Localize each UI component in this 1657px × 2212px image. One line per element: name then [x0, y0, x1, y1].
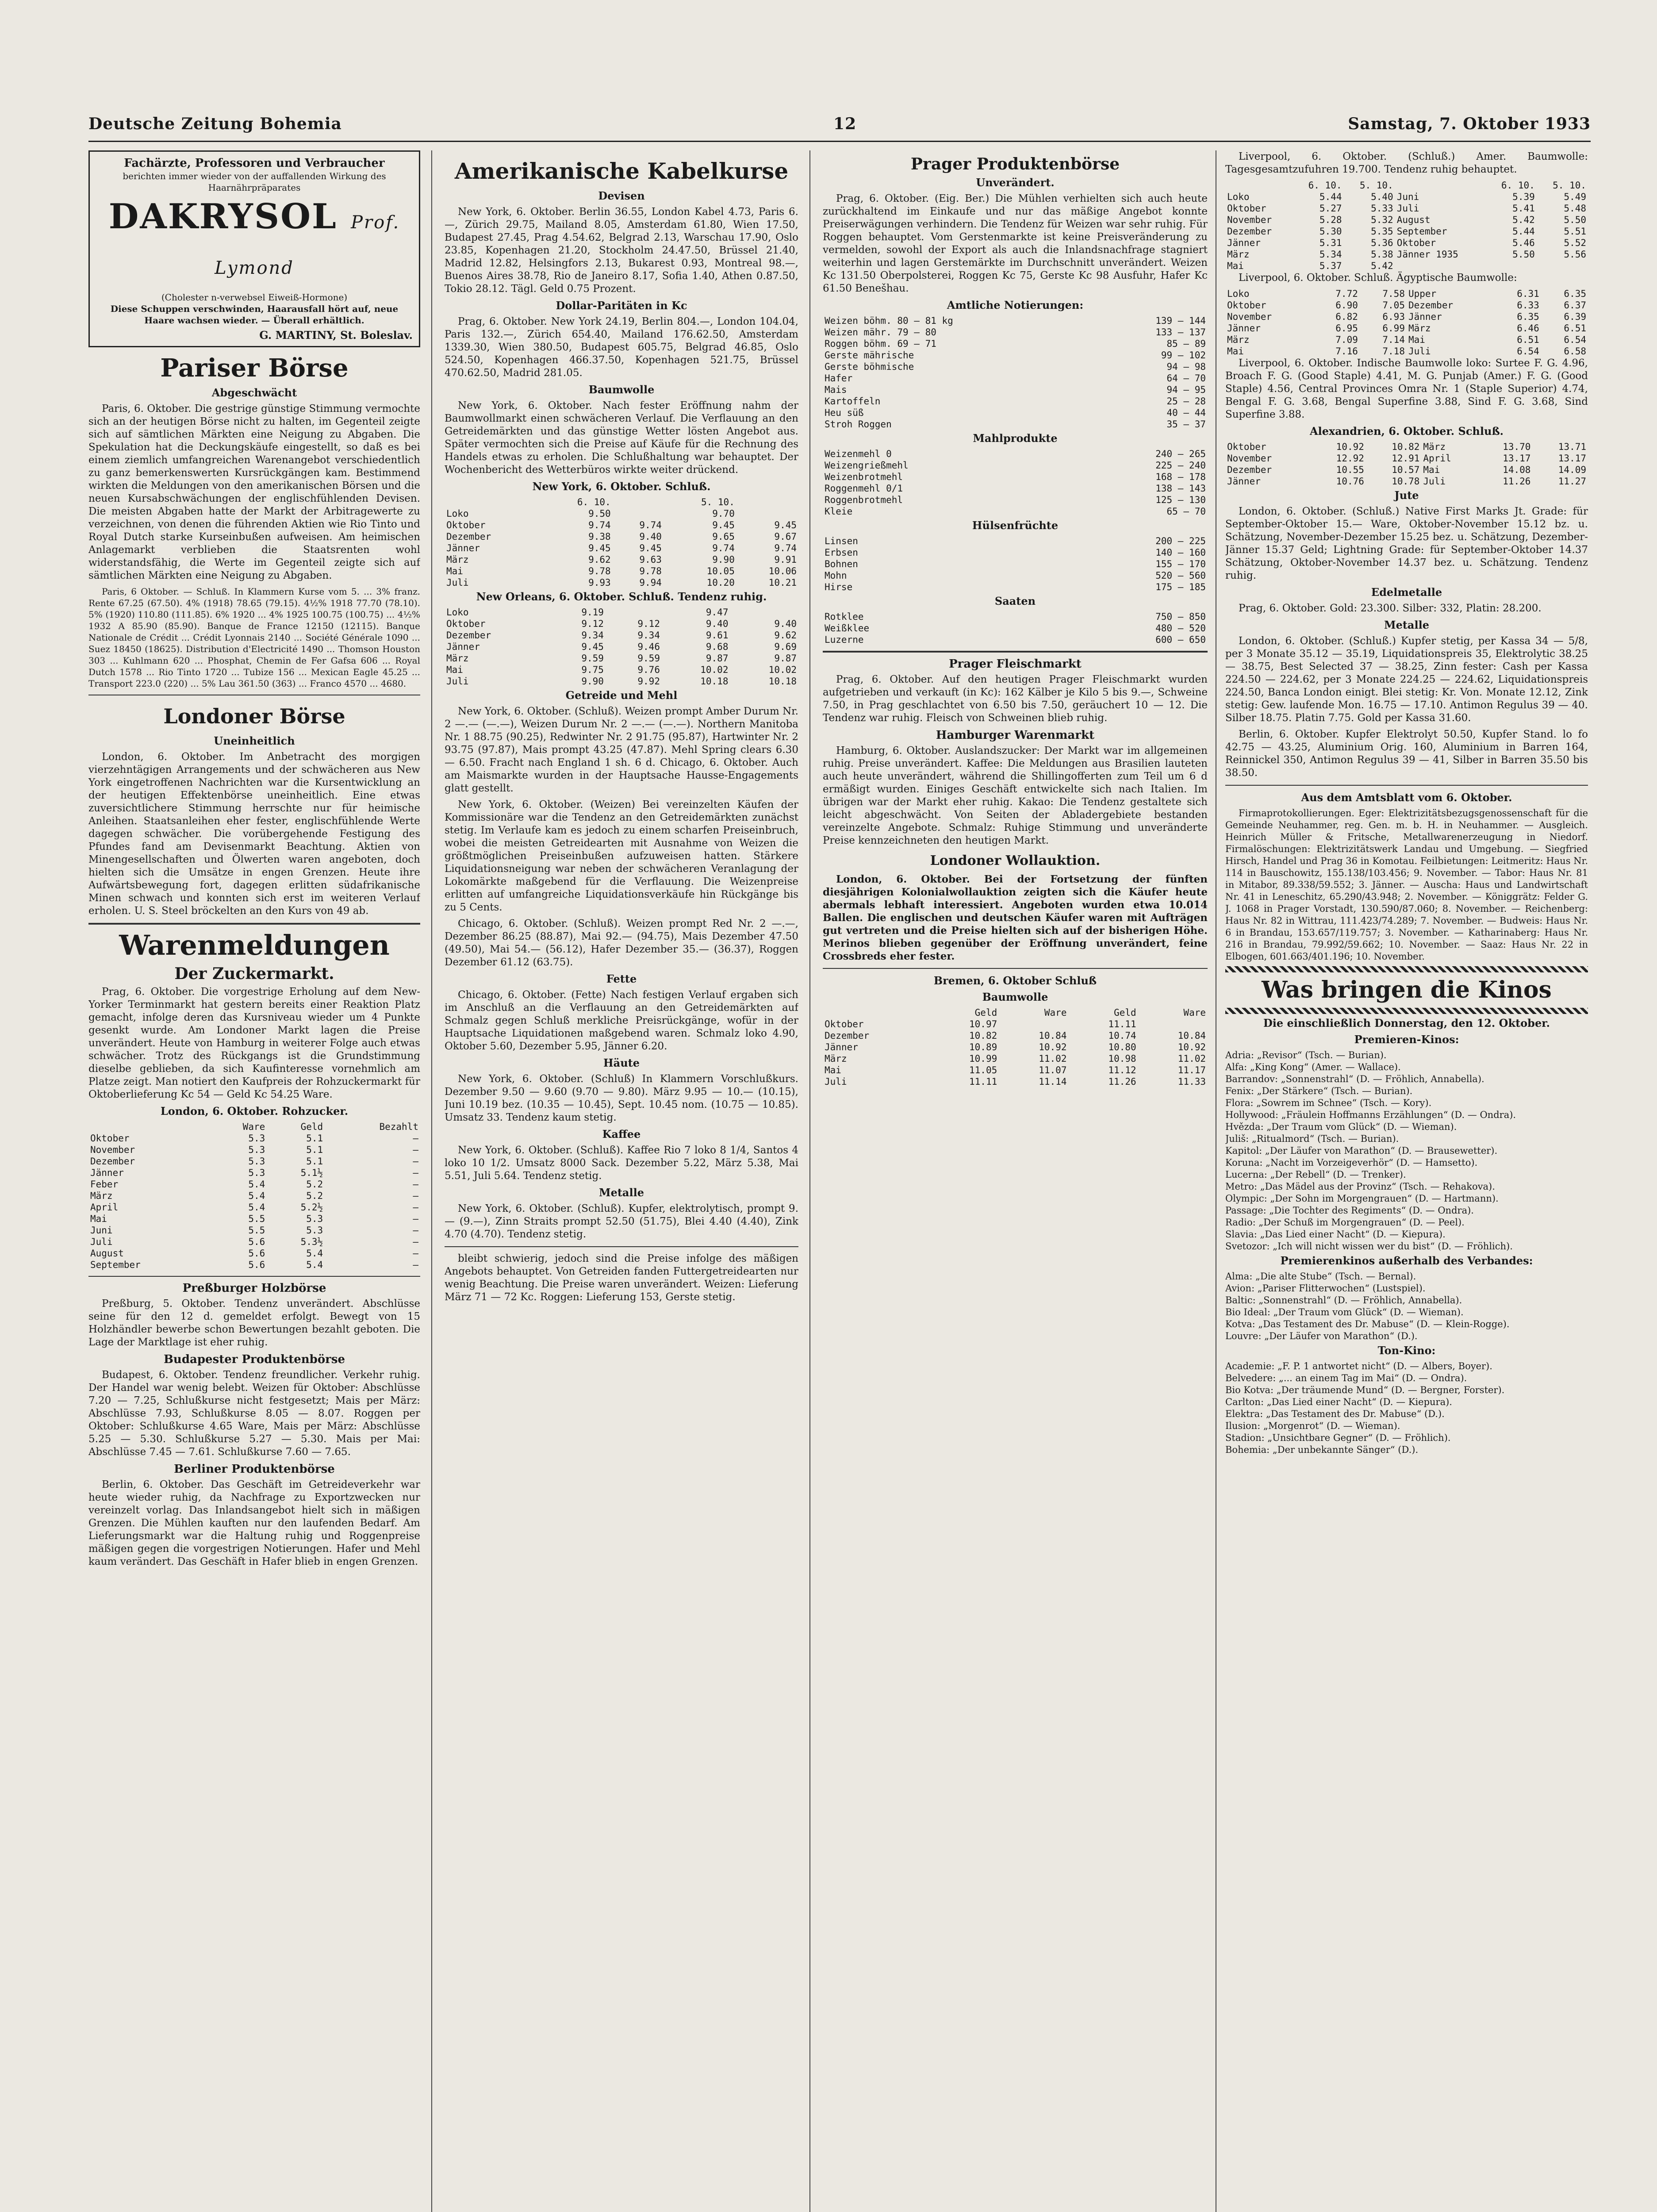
- divider: [88, 1276, 420, 1277]
- kino-list: [1225, 1049, 1588, 1252]
- dakrysol-ad: [88, 150, 420, 347]
- paris-subheading: Abgeschwächt: [211, 386, 297, 399]
- metalle-heading: Metalle: [1384, 618, 1429, 631]
- table-row: Weizenmehl 0 240 — 265: [825, 449, 1206, 459]
- table-row: Dezember 10.55 10.57 Mai 14.08 14.09: [1227, 465, 1586, 475]
- divider: [823, 651, 1208, 653]
- table-header: 6. 10. 5. 10.: [577, 497, 735, 507]
- edel-text: Prag, 6. Oktober. Gold: 23.300. Silber: 332, Platin: 28.200.: [1239, 603, 1542, 614]
- table-row: Weizen mähr. 79 — 80 133 — 137: [825, 327, 1206, 338]
- fleisch-text: Prag, 6. Oktober. Auf den heutigen Prager Fleischmarkt wurden aufgetrieben und verkauft (in Kc): 162 Kälber je Kilo 5 bis 9.—, Schweine 7.50, in Prag geschlachtet von 6.50 bis 7.50, geräuchert 10 — 12. Die Tendenz war ruhig. Fleisch von Schweinen blieb ruhig.: [823, 674, 1208, 724]
- hamburg-heading: Hamburger Warenmarkt: [936, 729, 1095, 742]
- pressburg-text: Preßburg, 5. Oktober. Tendenz unverändert. Abschlüsse seine für den 12 d. gemeldet erfolgt. Bewegt von 15 Holzhändler bewerbe schon Bewertungen bezahlt geboten. Die Lage der Marktlage ist eher ruhig.: [88, 1298, 420, 1348]
- table-row: Luzerne 600 — 650: [825, 634, 1206, 645]
- chicago-text: Chicago, 6. Oktober. (Schluß). Weizen prompt Red Nr. 2 —.—, Dezember 86.25 (88.87), Mai 92.— (94.75), Mais Dezember 47.50 (49.50), Mai 54.— (56.12), Hafer Dezember 35.— (36.37), Roggen Dezember 61.12 (63.75).: [445, 918, 798, 968]
- table-row: Hirse 175 — 185: [825, 582, 1206, 592]
- devisen-heading: Devisen: [598, 189, 645, 202]
- wolle-heading: Londoner Wollauktion.: [930, 853, 1101, 868]
- table-row: März 5.34 5.38 Jänner 1935 5.50 5.56: [1227, 249, 1586, 260]
- fette-text: Chicago, 6. Oktober. (Fette) Nach festigen Verlauf ergaben sich im Anschluß an die Verflauung an den Getreidemärkten auf Schmalz gegen Schluß merkliche Preisrückgänge, wofür in der Hauptsache Liquidationen maßgebend waren. Schmalz loko 4.90, Oktober 5.60, Dezember 5.95, Jänner 6.20.: [445, 989, 798, 1052]
- kabelkurse-heading: Amerikanische Kabelkurse: [454, 158, 789, 184]
- table-row: Oktober 10.97 11.11: [825, 1019, 1136, 1029]
- amtsblatt-heading: Aus dem Amtsblatt vom 6. Oktober.: [1301, 791, 1512, 804]
- notierungen-heading: Amtliche Notierungen:: [947, 299, 1084, 311]
- table-row: Juli 9.93 9.94 10.20 10.21: [446, 577, 797, 588]
- table-row: Dezember 9.34 9.34 9.61 9.62: [446, 630, 797, 641]
- wolle-text: London, 6. Oktober. Bei der Fortsetzung der fünften diesjährigen Kolonialwollauktion zeigten sich die Käufer heute abermals lebhaft interessiert. Angeboten wurden etwa 10.014 Ballen. Die englischen und deutschen Käufer waren mit Aufträgen gut vertreten und die Preise hielten sich auf der bisherigen Höhe. Merinos blieben gegenüber der Eröffnung unverändert, feine Crossbreds eher fester.: [823, 873, 1208, 962]
- table-row: März 10.99 11.02 10.98 11.02: [825, 1053, 1206, 1064]
- table-row: Jänner 5.3 5.1½ —: [90, 1167, 418, 1178]
- liverpool2-table: [1225, 288, 1588, 357]
- ad-note: Diese Schuppen verschwinden, Haarausfall hört auf, neue Haare wachsen wieder. — Überall erhältlich.: [110, 303, 399, 326]
- list-item: Svetozor: „Ich will nicht wissen wer du bist“ (D. — Fröhlich).: [1225, 1241, 1513, 1252]
- masthead-title: Deutsche Zeitung Bohemia: [88, 115, 342, 133]
- table-row: Heu süß 40 — 44: [825, 407, 1206, 418]
- list-item: Slavia: „Das Lied einer Nacht“ (D. — Kiepura).: [1225, 1229, 1446, 1240]
- devisen-text: New York, 6. Oktober. Berlin 36.55, London Kabel 4.73, Paris 6.—, Zürich 29.75, Mailand 8.05, Amsterdam 61.80, Wien 17.50, Budapest 27.45, Prag 4.54.62, Belgrad 2.13, Warschau 17.90, Oslo 23.85, Kopenhagen 21.20, Stockholm 24.47.50, Brüssel 21.40, Madrid 12.82, Helsingfors 2.13, Bukarest 0.93, Montreal 98.—, Buenos Aires 38.78, Rio de Janeiro 8.17, Sofia 1.40, Athen 0.87.50, Tokio 28.12. Tägl. Geld 0.75 Prozent.: [445, 206, 798, 295]
- table-row: Juli 5.6 5.3½ —: [90, 1237, 418, 1247]
- list-item: Stadion: „Unsichtbare Gegner“ (D. — Fröhlich).: [1225, 1432, 1451, 1443]
- table-row: November 6.82 6.93 Jänner 6.35 6.39: [1227, 311, 1586, 322]
- table-header: Geld Ware Geld Ware: [974, 1007, 1206, 1018]
- alexandrien-table: [1225, 441, 1588, 487]
- table-row: Jänner 9.45 9.46 9.68 9.69: [446, 641, 797, 652]
- table-row: Weizen böhm. 80 — 81 kg 139 — 144: [825, 315, 1206, 326]
- baumwolle-heading: Baumwolle: [588, 383, 655, 396]
- table-row: Bohnen 155 — 170: [825, 559, 1206, 569]
- list-item: Adria: „Revisor“ (Tsch. — Burian).: [1225, 1050, 1387, 1060]
- kaffee-text: New York, 6. Oktober. (Schluß). Kaffee Rio 7 loko 8 1/4, Santos 4 loko 10 1/2. Umsatz 8000 Sack. Dezember 5.22, März 5.38, Mai 5.51, Juli 5.64. Tendenz stetig.: [445, 1144, 798, 1182]
- table-row: Oktober 5.27 5.33 Juli 5.41 5.48: [1227, 203, 1586, 214]
- tonkino-list: [1225, 1360, 1588, 1456]
- huelsen-heading: Hülsenfrüchte: [972, 519, 1059, 532]
- edel-heading: Edelmetalle: [1371, 586, 1442, 599]
- table-row: Erbsen 140 — 160: [825, 547, 1206, 558]
- mahl-table: [823, 448, 1208, 517]
- list-item: Carlton: „Das Lied einer Nacht“ (D. — Kiepura).: [1225, 1397, 1452, 1407]
- list-item: Koruna: „Nacht im Vorzeigeverhör“ (D. — Hamsetto).: [1225, 1157, 1478, 1168]
- kino-list-2: [1225, 1271, 1588, 1342]
- bremen-heading: Bremen, 6. Oktober Schluß: [933, 974, 1097, 987]
- page-number: 12: [833, 115, 857, 133]
- table-row: Weizenbrotmehl 168 — 178: [825, 472, 1206, 482]
- table-row: Linsen 200 — 225: [825, 536, 1206, 546]
- getreide-heading: Getreide und Mehl: [565, 689, 678, 702]
- zucker-table-title: London, 6. Oktober. Rohzucker.: [160, 1105, 349, 1118]
- masthead: [88, 111, 1591, 137]
- huelsen-table: [823, 535, 1208, 593]
- table-row: Roggenmehl 0/1 138 — 143: [825, 483, 1206, 494]
- table-row: Weizengrießmehl 225 — 240: [825, 460, 1206, 471]
- table-row: November 12.92 12.91 April 13.17 13.17: [1227, 453, 1586, 464]
- table-row: November 5.28 5.32 August 5.42 5.50: [1227, 215, 1586, 225]
- list-item: Kotva: „Das Testament des Dr. Mabuse“ (D. — Klein-Rogge).: [1225, 1319, 1510, 1329]
- table-row: Feber 5.4 5.2 —: [90, 1179, 418, 1190]
- masthead-date: Samstag, 7. Oktober 1933: [1348, 115, 1591, 133]
- ad-brand: DAKRYSOL Prof. Lymond: [108, 196, 400, 278]
- table-row: Oktober 10.92 10.82 März 13.70 13.71: [1227, 442, 1586, 452]
- column-4: [1225, 150, 1588, 2212]
- table-row: Mai 9.78 9.78 10.05 10.06: [446, 566, 797, 576]
- berlin-metal-text: Berlin, 6. Oktober. Kupfer Elektrolyt 50.50, Kupfer Stand. lo fo 42.75 — 43.25, Aluminium Orig. 160, Aluminium in Barren 164, Reinnickel 350, Antimon Regulus 39 — 41, Silber in Barren 35.50 bis 38.50.: [1225, 729, 1588, 779]
- table-row: März 9.62 9.63 9.90 9.91: [446, 554, 797, 565]
- table-row: Jänner 10.89 10.92 10.80 10.92: [825, 1042, 1206, 1052]
- list-item: Ilusion: „Morgenrot“ (D. — Wieman).: [1225, 1421, 1400, 1431]
- haeute-heading: Häute: [603, 1056, 640, 1069]
- baumwolle-table: [445, 496, 798, 588]
- table-row: März 9.59 9.59 9.87 9.87: [446, 653, 797, 664]
- dollar-text: Prag, 6. Oktober. New York 24.19, Berlin 804.—, London 104.04, Paris 132.—, Zürich 654.40, Mailand 176.62.50, Amsterdam 1339.30, Wien 380.50, Budapest 605.75, Belgrad 46.85, Oslo 524.50, Kopenhagen 466.37.50, Kopenhagen 521.75, Brüssel 470.62.50, Madrid 281.05.: [445, 316, 798, 379]
- list-item: Bohemia: „Der unbekannte Sänger“ (D.).: [1225, 1444, 1419, 1455]
- prag-text: Prag, 6. Oktober. (Eig. Ber.) Die Mühlen verhielten sich auch heute zurückhaltend im Einkaufe und nur das mäßige Angebot konnte Preiserwägungen verhindern. Die Tendenz für Weizen war sehr ruhig. Für Roggen behauptet. Vom Gerstenmarkte ist keine Preisveränderung zu vermelden, sowohl der Export als auch die Inlandsnachfrage stagniert weiterhin und lagen Gerstemärkte im Durchschnitt unverändert. Weizen Kc 131.50 Oberpolsterei, Roggen Kc 75, Gerste Kc 98 Ausfuhr, Hafer Kc 61.50 Benešhau.: [823, 193, 1208, 294]
- column-2: [445, 150, 798, 2212]
- ad-lead: Fachärzte, Professoren und Verbraucher: [124, 157, 385, 170]
- ad-description: (Cholester n-verwebsel Eiweiß-Hormone): [161, 292, 348, 303]
- bremen-subheading: Baumwolle: [982, 991, 1048, 1003]
- fette-heading: Fette: [606, 972, 637, 985]
- table-row: März 7.09 7.14 Mai 6.51 6.54: [1227, 334, 1586, 345]
- bottom-text: bleibt schwierig, jedoch sind die Preise infolge des mäßigen Angebots behauptet. Von Getreiden fanden Futtergetreidearten nur wenig Beachtung. Die Preise waren unverändert. Weizen: Lieferung März 71 — 72 Kc. Roggen: Lieferung 153, Gerste stetig.: [445, 1253, 798, 1303]
- pressburg-heading: Preßburger Holzbörse: [182, 1282, 326, 1295]
- table-row: Juli 9.90 9.92 10.18 10.18: [446, 676, 797, 687]
- bremen-table: [823, 1007, 1208, 1087]
- list-item: Hvězda: „Der Traum vom Glück“ (D. — Wieman).: [1225, 1121, 1457, 1132]
- table-row: September 5.6 5.4 —: [90, 1260, 418, 1270]
- table-row: Loko 5.44 5.40 Juni 5.39 5.49: [1227, 192, 1586, 202]
- list-item: Lucerna: „Der Rebell“ (D. — Trenker).: [1225, 1169, 1406, 1180]
- list-item: Hollywood: „Fräulein Hoffmanns Erzählungen“ (D. — Ondra).: [1225, 1110, 1516, 1120]
- table-row: Mai 9.75 9.76 10.02 10.02: [446, 664, 797, 675]
- ad-address: G. MARTINY, St. Boleslav.: [259, 329, 413, 342]
- table-row: Kartoffeln 25 — 28: [825, 396, 1206, 407]
- list-item: Belvedere: „... an einem Tag im Mai“ (D. — Ondra).: [1225, 1373, 1467, 1383]
- london-text: London, 6. Oktober. Im Anbetracht des morgigen vierzehntägigen Arrangements und der schwächeren aus New York eingetroffenen Nachrichten war die Kursentwicklung an der heutigen Effektenbörse uneinheitlich. Eine etwas zuversichtlichere Stimmung herrschte nur für heimische Anleihen. Staatsanleihen eher fester, englischfühlende Werte dagegen schwächer. Die vorübergehende Festigung des Pfundes fand am Devisenmarkt Beachtung. Aktien von Minengesellschaften und Ölwerten waren angeboten, doch hielten sich die Umsätze in engen Grenzen. Heute ihre Aufwärtsbewegung fort, dagegen erlitten südafrikanische Minen schwach und konnten sich erst im weiteren Verlauf erholen. U. S. Steel bröckelten an den Kurs von 49 ab.: [88, 751, 420, 917]
- column-3: [823, 150, 1208, 2212]
- list-item: Fenix: „Der Stärkere“ (Tsch. — Burian).: [1225, 1086, 1413, 1096]
- table-row: Rotklee 750 — 850: [825, 611, 1206, 622]
- kino-border: [1225, 1008, 1588, 1014]
- list-item: Bio Kotva: „Der träumende Mund“ (D. — Bergner, Forster).: [1225, 1385, 1505, 1395]
- zucker-text: Prag, 6. Oktober. Die vorgestrige Erholung auf dem New-Yorker Terminmarkt hat gestern bereits einer Reaktion Platz gemacht, infolge deren das Kursniveau wieder um 4 Punkte gesenkt wurde. Am Londoner Markt lagen die Preise unverändert. Heute von Hamburg in weiterer Folge auch etwas schwächer. Trotz des Rückgangs ist die Grundstimmung dieselbe geblieben, da sich Kaufinteresse vornehmlich am Platze zeigt. Man notiert den Kaufpreis der Rohzuckermarkt für Oktoberlieferung Kc 54 — Geld Kc 54.25 Ware.: [88, 986, 420, 1100]
- list-item: Metro: „Das Mädel aus der Provinz“ (Tsch. — Rehakova).: [1225, 1181, 1495, 1192]
- mahl-heading: Mahlprodukte: [973, 432, 1058, 445]
- table-row: Kleie 65 — 70: [825, 506, 1206, 517]
- table-row: Roggen böhm. 69 — 71 85 — 89: [825, 338, 1206, 349]
- metalle-text: New York, 6. Oktober. (Schluß). Kupfer, elektrolytisch, prompt 9.— (9.—), Zinn Straits prompt 52.50 (51.75), Blei 4.40 (4.40), Zink 4.70 (4.70). Tendenz stetig.: [445, 1203, 798, 1240]
- table-row: Loko 9.50 9.70: [446, 508, 735, 519]
- table-row: Gerste mährische 99 — 102: [825, 350, 1206, 361]
- fleisch-heading: Prager Fleischmarkt: [949, 657, 1082, 671]
- list-item: Barrandov: „Sonnenstrahl“ (D. — Fröhlich, Annabella).: [1225, 1074, 1484, 1084]
- table-row: Stroh Roggen 35 — 37: [825, 419, 1206, 430]
- budapest-heading: Budapester Produktenbörse: [163, 1353, 345, 1366]
- paris-text: Paris, 6. Oktober. Die gestrige günstige Stimmung vermochte sich an der heutigen Börse nicht zu halten, im Gegenteil zeigte sich auf sämtlichen Märkten eine Neigung zu Abgaben. Die Spekulation hat die Deckungskäufe eingestellt, so daß es bei einem ziemlich umfangreichen Warenangebot verschiedentlich zu ganz bemerkenswerten Kursrückgängen kam. Bestimmend wirkten die Meldungen von den amerikanischen Börsen und die neuen Kursabschwächungen der englischfühlenden Devisen. Die meisten Abgaben hatte der Markt der Arbitragewerte zu verzeichnen, von denen die führenden Aktien wie Rio Tinto und Royal Dutch starke Kurseinbußen aufweisen. Am heimischen Anlagemarkt verblieben die Staatsrenten wohl widerstandsfähig, die Werte im Gegenteil zeigte sich auf sämtlichen Märkten eine Neigung zu Abgaben.: [88, 403, 420, 581]
- kino-heading: Was bringen die Kinos: [1262, 976, 1552, 1003]
- table-row: Oktober 9.74 9.74 9.45 9.45: [446, 520, 797, 530]
- table-row: März 5.4 5.2 —: [90, 1190, 418, 1201]
- list-item: Academie: „F. P. 1 antwortet nicht“ (D. — Albers, Boyer).: [1225, 1361, 1492, 1371]
- haeute-text: New York, 6. Oktober. (Schluß) In Klammern Vorschlußkurs. Dezember 9.50 — 9.60 (9.70 — 9.80). März 9.95 — 10.— (10.15), Juni 10.19 bez. (10.35 — 10.45), Sept. 10.45 nom. (10.75 — 10.85). Umsatz 33. Tendenz kaum stetig.: [445, 1073, 798, 1123]
- london-heading: Londoner Börse: [163, 704, 345, 728]
- table-row: Weißklee 480 — 520: [825, 623, 1206, 634]
- divider: [88, 923, 420, 925]
- list-item: Baltic: „Sonnenstrahl“ (D. — Fröhlich, Annabella).: [1225, 1295, 1462, 1306]
- weitere-kinos-heading: Premierenkinos außerhalb des Verbandes:: [1280, 1254, 1533, 1267]
- table-row: Jänner 5.31 5.36 Oktober 5.46 5.52: [1227, 238, 1586, 248]
- list-item: Radio: „Der Schuß im Morgengrauen“ (D. — Peel).: [1225, 1217, 1465, 1228]
- list-item: Flora: „Sowrem im Schnee“ (Tsch. — Kory).: [1225, 1098, 1432, 1108]
- list-item: Louvre: „Der Läufer von Marathon“ (D.).: [1225, 1331, 1418, 1341]
- orleans-table: [445, 607, 798, 687]
- alexandrien-heading: Alexandrien, 6. Oktober. Schluß.: [1309, 425, 1504, 438]
- hamburg-text: Hamburg, 6. Oktober. Auslandszucker: Der Markt war im allgemeinen ruhig. Preise unverändert. Kaffee: Die Meldungen aus Brasilien lauteten auch heute unverändert, während die Shillingofferten zum Teil um 6 d ermäßigt wurden. Einiges Geschäft entwickelte sich nach Italien. Im übrigen war der Markt eher ruhig. Kakao: Die Tendenz gestaltete sich leicht abgeschwächt. Von Seiten der Abladergebiete bestanden vereinzelte Angebote. Schmalz: Ruhige Stimmung und unveränderte Preise kennzeichneten den heutigen Markt.: [823, 745, 1208, 846]
- table-row: Loko 7.72 7.58 Upper 6.31 6.35: [1227, 288, 1586, 299]
- kaffee-heading: Kaffee: [602, 1128, 641, 1141]
- metalle-text: London, 6. Oktober. (Schluß.) Kupfer stetig, per Kassa 34 — 5/8, per 3 Monate 35.12 — 35.19, Liquidationspreis 35, Elektrolytic 38.25 — 38.75, Best Selected 37 — 38.25, Zinn fester: Cash per Kassa 224.50 — 224.62, per 3 Monate 224.25 — 224.62, Liquidationspreis 224.50, Banca London einigt. Blei stetig: Kr. Von. Monate 12.12, Zink stetig: Gew. laufende Mon. 16.75 — 17.10. Antimon Regulus 39 — 40. Silber 18.75. Platin 7.75. Gold per Kassa 31.60.: [1225, 635, 1588, 724]
- list-item: Avion: „Pariser Flitterwochen“ (Lustspiel).: [1225, 1283, 1426, 1294]
- prag-subheading: Unverändert.: [976, 176, 1055, 189]
- ad-lead-2: berichten immer wieder von der auffallenden Wirkung des Haarnährpräparates: [123, 171, 386, 193]
- divider: [823, 968, 1208, 969]
- list-item: Olympic: „Der Sohn im Morgengrauen“ (D. — Hartmann).: [1225, 1193, 1499, 1204]
- table-row: Jänner 10.76 10.78 Juli 11.26 11.27: [1227, 476, 1586, 487]
- notierungen-table: [823, 315, 1208, 430]
- table-row: Gerste böhmische 94 — 98: [825, 361, 1206, 372]
- orleans-heading: New Orleans, 6. Oktober. Schluß. Tendenz ruhig.: [476, 590, 767, 603]
- list-item: Juliš: „Ritualmord“ (Tsch. — Burian).: [1225, 1133, 1399, 1144]
- paris-quotes: Paris, 6 Oktober. — Schluß. In Klammern Kurse vom 5. ... 3% franz. Rente 67.25 (67.50). 4% (1918) 78.65 (79.15). 4½% 1918 77.70 (78.10). 5% (1920) 110.80 (111.85). 6% 1920 ... 4% 1925 100.75 (100.75) ... 4½% 1932 A 85.90 (85.90). Banque de France 12150 (12115). Banque Nationale de Crédit ... Crédit Lyonnais 2140 ... Société Générale 1090 ... Suez 18450 (18625). Distribution d'Electricité 1490 ... Thomson Houston 303 ... Kuhlmann 620 ... Phosphat, Chemin de Fer Gafsa 606 ... Royal Dutch 1578 ... Rio Tinto 1720 ... Tubize 156 ... Mexican Eagle 45.25 ... Transport 223.0 (220) ... 5% Lau 361.50 (363) ... Franco 4570 ... 4680.: [88, 586, 420, 689]
- table-row: August 5.6 5.4 —: [90, 1248, 418, 1259]
- tonkino-heading: Ton-Kino:: [1377, 1344, 1436, 1357]
- london-subheading: Uneinheitlich: [214, 734, 295, 747]
- baumwolle-text: New York, 6. Oktober. Nach fester Eröffnung nahm der Baumwollmarkt einen schwächeren Verlauf. Die Verflauung an den Getreidemärkten und das günstige Wetter lösten Angebot aus. Später vermochten sich die Preise auf Käufe für die Rechnung des Handels etwas zu erholen. Die Schlußhaltung war behauptet. Der Wochenbericht des Wetterbüros wirkte weiter drückend.: [445, 400, 798, 476]
- weizen-text: New York, 6. Oktober. (Weizen) Bei vereinzelten Käufen der Kommissionäre war die Tendenz an den Getreidemärkten zunächst stetig. Im Verlaufe kam es jedoch zu einem scharfen Preiseinbruch, wobei die meisten Getreidearten mit Ausnahme von Weizen die größtmöglichen Preiseinbußen aufzuweisen hatten. Stärkere Liquidationsneigung war neben der schwächeren Veranlagung der Lokomärkte maßgebend für die Verflauung. Die Weizenpreise erlitten auf umfangreiche Liquidationsverkäufe hin Rückgänge bis zu 5 Cents.: [445, 799, 798, 913]
- table-row: Oktober 5.3 5.1 —: [90, 1133, 418, 1144]
- list-item: Kapitol: „Der Läufer von Marathon“ (D. — Brausewetter).: [1225, 1145, 1498, 1156]
- jute-text: London, 6. Oktober. (Schluß.) Native First Marks Jt. Grade: für September-Oktober 15.— Ware, Oktober-November 15.12 bz. u. Schätzung, November-Dezember 15.25 bez. u. Schätzung, Dezember-Jänner 15.37 Geld; Lightning Grade: für September-Oktober 14.37 Schätzung, Oktober-November 14.37 bez. u. Schätzung. Tendenz ruhig.: [1225, 506, 1588, 581]
- table-row: Jänner 6.95 6.99 März 6.46 6.51: [1227, 323, 1586, 334]
- table-row: Juni 5.5 5.3 —: [90, 1225, 418, 1236]
- liverpool-table: [1225, 180, 1588, 272]
- saat-table: [823, 611, 1208, 645]
- table-row: Dezember 10.82 10.84 10.74 10.84: [825, 1030, 1206, 1041]
- baumwolle-table-title: New York, 6. Oktober. Schluß.: [532, 480, 711, 493]
- table-row: Dezember 5.30 5.35 September 5.44 5.51: [1227, 226, 1586, 237]
- liverpool-text: Liverpool, 6. Oktober. (Schluß.) Amer. Baumwolle: Tagesgesamtzufuhren 19.700. Tendenz ruhig behauptet.: [1225, 151, 1588, 175]
- list-item: Alfa: „King Kong“ (Amer. — Wallace).: [1225, 1062, 1401, 1072]
- table-row: Oktober 6.90 7.05 Dezember 6.33 6.37: [1227, 300, 1586, 311]
- column-1: [88, 150, 420, 2212]
- table-row: Mai 11.05 11.07 11.12 11.17: [825, 1065, 1206, 1075]
- prag-heading: Prager Produktenbörse: [910, 155, 1120, 173]
- table-row: Mai 7.16 7.18 Juli 6.54 6.58: [1227, 346, 1586, 357]
- ad-signature: Prof. Lymond: [215, 212, 400, 278]
- kino-subheading: Die einschließlich Donnerstag, den 12. Oktober.: [1263, 1017, 1550, 1029]
- column-divider: [431, 150, 432, 2212]
- table-row: Dezember 9.38 9.40 9.65 9.67: [446, 531, 797, 542]
- list-item: Passage: „Die Tochter des Regiments“ (D. — Ondra).: [1225, 1205, 1474, 1216]
- amtsblatt-text: Firmaprotokollierungen. Eger: Elektrizitätsbezugsgenossenschaft für die Gemeinde Neuhammer, reg. Gen. m. b. H. in Neuhammer. — Ausgleich. Heinrich Müller & Fritsche, Metallwarenerzeugung in Niedorf. Firmalöschungen: Elektrizitätswerk Landau und Umgebung. — Siegfried Hirsch, Handel und Prag 36 in Komotau. Feilbietungen: Leitmeritz: Haus Nr. 114 in Bauschowitz, 155.138/103.456; 9. November. — Tabor: Haus Nr. 81 in Mitabor, 89.338/59.552; 3. Jänner. — Auscha: Haus und Landwirtschaft Nr. 41 in Leneschitz, 65.290/43.948; 2. November. — Königgrätz: Felder G. J. 1068 in Prager Vorstadt, 130.590/87.060; 8. November. — Reichenberg: Haus Nr. 82 in Wittrau, 111.423/74.289; 7. November. — Budweis: Haus Nr. 6 in Brandau, 153.657/119.757; 3. November. — Katharinaberg: Haus Nr. 216 in Brandau, 79.992/59.662; 10. November. — Saaz: Haus Nr. 22 in Elbogen, 601.663/401.196; 10. November.: [1225, 808, 1588, 962]
- metalle-heading: Metalle: [599, 1186, 644, 1199]
- table-row: April 5.4 5.2½ —: [90, 1202, 418, 1213]
- table-row: Juli 11.11 11.14 11.26 11.33: [825, 1076, 1206, 1087]
- indisch-text: Liverpool, 6. Oktober. Indische Baumwolle loko: Surtee F. G. 4.96, Broach F. G. (Good Staple) 4.41, M. G. Punjab (Amer.) F. G. (Good Staple) 4.56, Central Provinces Omra Nr. 1 (Staple Superior) 4.74, Bengal F. G. 3.68, Bengal Superfine 3.88, Sind F. G. 3.68, Sind Superfine 3.88.: [1225, 357, 1588, 420]
- zucker-table: [88, 1121, 420, 1271]
- table-row: Jänner 9.45 9.45 9.74 9.74: [446, 543, 797, 553]
- liverpool2-text: Liverpool, 6. Oktober. Schluß. Ägyptische Baumwolle:: [1239, 272, 1517, 284]
- masthead-rule: [88, 141, 1591, 142]
- table-row: Hafer 64 — 70: [825, 373, 1206, 384]
- table-row: November 5.3 5.1 —: [90, 1144, 418, 1155]
- table-row: Roggenbrotmehl 125 — 130: [825, 495, 1206, 505]
- table-row: Mais 94 — 95: [825, 384, 1206, 395]
- paris-heading: Pariser Börse: [160, 353, 349, 383]
- table-header: Ware Geld Bezahlt: [242, 1121, 418, 1132]
- zucker-heading: Der Zuckermarkt.: [174, 964, 334, 983]
- table-row: Mai 5.37 5.42: [1227, 261, 1393, 271]
- budapest-text: Budapest, 6. Oktober. Tendenz freundlicher. Verkehr ruhig. Der Handel war wenig belebt. Weizen für Oktober: Abschlüsse 7.20 — 7.25, Schlußkurse nicht festgesetzt; Mais per März: Abschlüsse 7.93, Schlußkurse 8.05 — 8.07. Roggen per Oktober: Schlußkurse 4.65 Ware, Mais per März: Abschlüsse 5.25 — 5.30. Schlußkurse 5.27 — 5.30. Mais per Mai: Abschlüsse 7.45 — 7.61. Schlußkurse 7.60 — 7.65.: [88, 1369, 420, 1458]
- table-row: Mohn 520 — 560: [825, 570, 1206, 581]
- table-row: Mai 5.5 5.3 —: [90, 1214, 418, 1224]
- table-row: Oktober 9.12 9.12 9.40 9.40: [446, 618, 797, 629]
- saat-heading: Saaten: [994, 595, 1036, 607]
- premieren-heading: Premieren-Kinos:: [1354, 1033, 1459, 1046]
- berlin-heading: Berliner Produktenbörse: [174, 1463, 335, 1476]
- column-divider: [809, 150, 810, 2212]
- waren-heading: Warenmeldungen: [119, 929, 390, 961]
- jute-heading: Jute: [1394, 489, 1419, 502]
- table-row: Loko 9.19 9.47: [446, 607, 729, 618]
- table-header: 6. 10. 5. 10. 6. 10. 5. 10.: [1308, 180, 1586, 191]
- list-item: Alma: „Die alte Stube“ (Tsch. — Bernal).: [1225, 1271, 1416, 1282]
- divider: [445, 1246, 798, 1247]
- berlin-text: Berlin, 6. Oktober. Das Geschäft im Getreideverkehr war heute wieder ruhig, da Nachfrage zu Exportzwecken nur vereinzelt vorlag. Das Inlandsangebot hielt sich in mäßigen Grenzen. Die Mühlen kauften nur den laufenden Bedarf. Am Lieferungsmarkt war die Haltung ruhig und Roggenpreise mäßigen gegen die vorgestrigen Notierungen. Hafer und Mehl kaum verändert. Das Geschäft in Hafer blieb in engen Grenzen.: [88, 1479, 420, 1567]
- table-row: Dezember 5.3 5.1 —: [90, 1156, 418, 1167]
- list-item: Bio Ideal: „Der Traum vom Glück“ (D. — Wieman).: [1225, 1307, 1464, 1317]
- dollar-heading: Dollar-Paritäten in Kc: [556, 299, 687, 312]
- getreide-text: New York, 6. Oktober. (Schluß). Weizen prompt Amber Durum Nr. 2 —.— (—.—), Weizen Durum Nr. 2 —.— (—.—). Northern Manitoba Nr. 1 88.75 (90.25), Redwinter Nr. 2 91.75 (95.87), Hartwinter Nr. 2 93.75 (97.87), Mais prompt 43.25 (47.87). Mehl Spring clears 6.30 — 6.50. Fracht nach England 1 sh. 6 d. Chicago, 6. Oktober. Auch am Maismarkte wurden in der Hauptsache Hausse-Engagements glatt gestellt.: [445, 706, 798, 794]
- list-item: Elektra: „Das Testament des Dr. Mabuse“ (D.).: [1225, 1409, 1445, 1419]
- kino-border: [1225, 966, 1588, 972]
- divider: [1225, 785, 1588, 786]
